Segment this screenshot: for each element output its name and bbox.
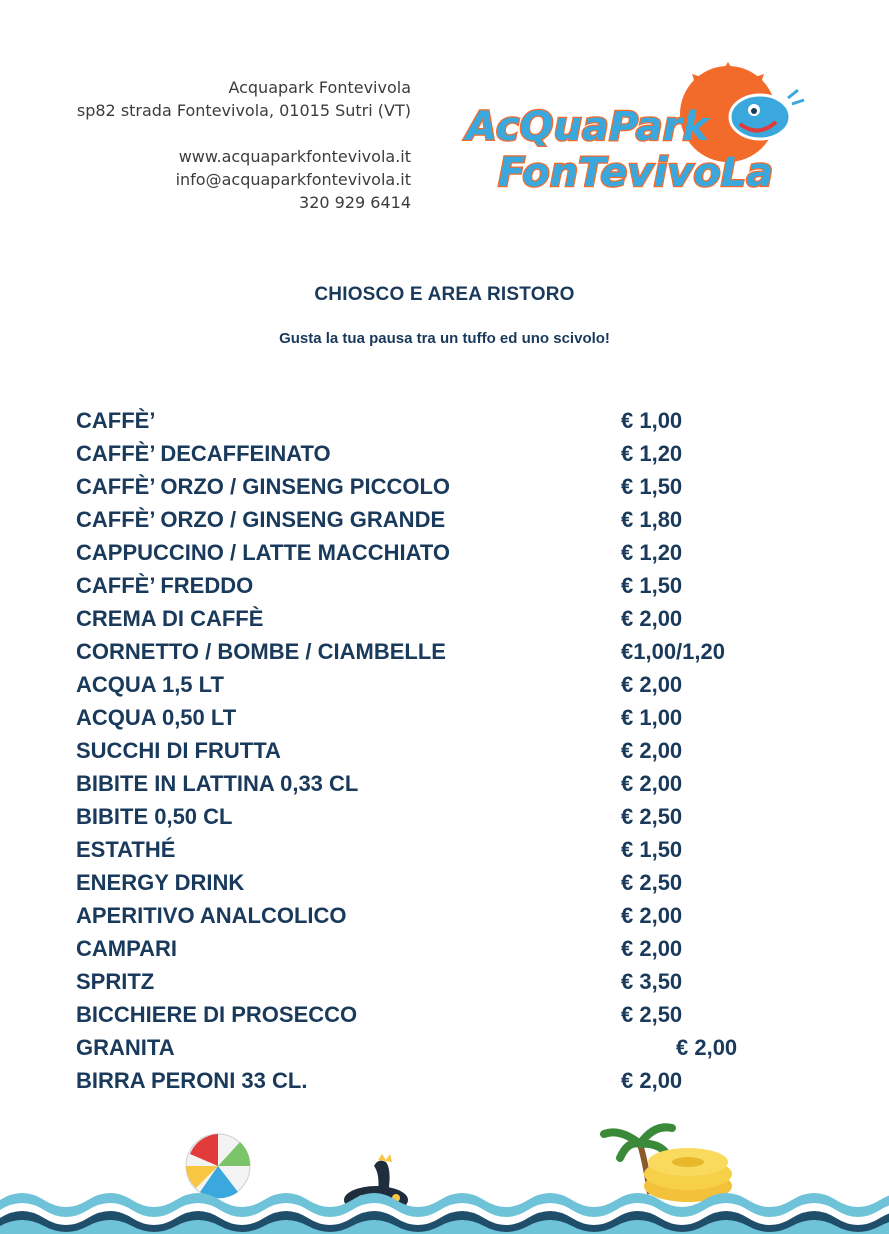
item-price: € 2,00 [621,672,683,697]
item-price: € 2,50 [621,870,683,895]
menu-row [76,569,796,602]
item-price: € 1,80 [621,507,683,532]
menu-row [76,470,796,503]
item-price: € 1,00 [621,705,683,730]
item-name: ESTATHÉ [76,837,176,862]
menu-row [76,1031,796,1064]
item-price: € 2,00 [621,771,683,796]
item-price: € 1,00 [621,408,683,433]
menu-row [76,734,796,767]
acquapark-logo [458,62,818,202]
park-address: sp82 strada Fontevivola, 01015 Sutri (VT) [76,101,411,120]
item-price: € 2,50 [621,804,683,829]
item-price: € 2,00 [676,1035,738,1060]
item-name: ENERGY DRINK [76,870,245,895]
menu-row [76,668,796,701]
page-subtitle: Gusta la tua pausa tra un tuffo ed uno scivolo! [279,330,610,347]
menu-row [76,833,796,866]
menu-row [76,932,796,965]
item-price: €1,00/1,20 [621,639,725,664]
item-name: BIRRA PERONI 33 CL. [76,1068,308,1093]
item-name: SPRITZ [76,969,155,994]
item-name: CAFFÈ’ DECAFFEINATO [76,441,331,466]
contact-block [77,76,411,214]
menu-row [76,800,796,833]
item-name: CAFFÈ’ ORZO / GINSENG PICCOLO [76,474,451,499]
item-price: € 1,20 [621,441,683,466]
item-name: BICCHIERE DI PROSECCO [76,1002,358,1027]
email: info@acquaparkfontevivola.it [175,170,411,189]
item-name: GRANITA [76,1035,175,1060]
item-name: ACQUA 1,5 LT [76,672,224,697]
item-name: CAFFÈ’ [76,408,156,433]
item-price: € 2,00 [621,903,683,928]
menu-row [76,536,796,569]
price-list [76,404,796,1097]
menu-row [76,503,796,536]
beach-ball-icon [186,1134,250,1198]
item-name: CREMA DI CAFFÈ [76,606,264,631]
item-name: SUCCHI DI FRUTTA [76,738,281,763]
menu-row [76,998,796,1031]
page-title: CHIOSCO E AREA RISTORO [314,284,575,305]
logo-text-line1: AcQuaPark [466,104,709,150]
item-name: BIBITE IN LATTINA 0,33 CL [76,771,359,796]
menu-row [76,404,796,437]
item-name: ACQUA 0,50 LT [76,705,237,730]
item-name: CAFFÈ’ FREDDO [76,573,254,598]
wave-footer [0,1114,889,1234]
menu-row [76,701,796,734]
item-name: CAMPARI [76,936,178,961]
park-name: Acquapark Fontevivola [228,78,411,97]
phone: 320 929 6414 [299,193,411,212]
menu-row [76,437,796,470]
item-name: CAFFÈ’ ORZO / GINSENG GRANDE [76,507,446,532]
item-price: € 2,00 [621,738,683,763]
menu-row [76,602,796,635]
item-price: € 3,50 [621,969,683,994]
menu-row [76,767,796,800]
item-price: € 2,00 [621,606,683,631]
menu-row [76,866,796,899]
menu-row [76,965,796,998]
menu-row [76,899,796,932]
menu-row [76,1064,796,1097]
item-price: € 1,50 [621,837,683,862]
item-price: € 2,00 [621,1068,683,1093]
item-name: CAPPUCCINO / LATTE MACCHIATO [76,540,450,565]
item-price: € 2,00 [621,936,683,961]
item-price: € 1,50 [621,474,683,499]
item-name: APERITIVO ANALCOLICO [76,903,347,928]
website: www.acquaparkfontevivola.it [178,147,411,166]
item-name: CORNETTO / BOMBE / CIAMBELLE [76,639,446,664]
item-price: € 1,50 [621,573,683,598]
menu-row [76,635,796,668]
logo-text-line2: FonTevivoLa [498,150,774,196]
item-price: € 2,50 [621,1002,683,1027]
item-name: BIBITE 0,50 CL [76,804,233,829]
item-price: € 1,20 [621,540,683,565]
